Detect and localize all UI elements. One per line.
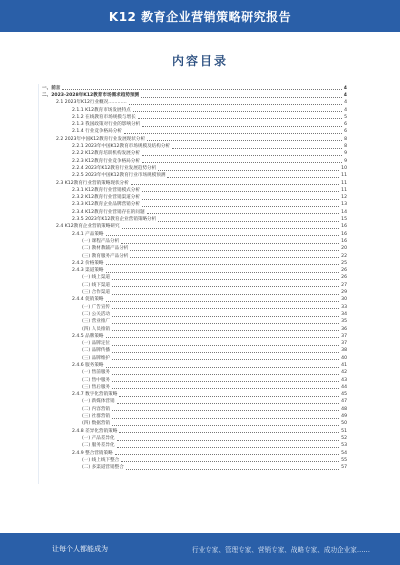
toc-entry[interactable] [42, 259, 347, 266]
toc-entry-page: 35 [341, 319, 347, 325]
toc-entry[interactable] [42, 412, 347, 419]
toc-entry-page: 27 [341, 282, 347, 288]
toc-leader-dots [106, 234, 340, 236]
toc-leader-dots [112, 293, 339, 295]
toc-entry-page: 43 [341, 377, 347, 383]
toc-edge-line [38, 84, 39, 484]
toc-entry[interactable] [42, 201, 347, 208]
toc-entry[interactable] [42, 274, 347, 281]
toc-leader-dots [158, 169, 339, 171]
toc-entry-page: 16 [341, 238, 347, 244]
toc-entry-label: (四) 人员推销 [82, 326, 111, 332]
toc-entry[interactable] [42, 442, 347, 449]
toc-entry-page: 55 [341, 457, 347, 463]
toc-entry-label: (三) 品牌维护 [82, 355, 111, 361]
toc-entry-label: (一) 产品差异化 [82, 435, 115, 441]
toc-leader-dots [142, 205, 339, 207]
toc-entry-label: 2.4.2 价格策略 [72, 260, 104, 266]
toc-entry-page: 50 [341, 421, 347, 427]
toc-leader-dots [112, 387, 339, 389]
toc-entry-label: (二) 内容营销 [82, 406, 111, 412]
toc-entry[interactable] [42, 113, 347, 120]
toc-entry-page: 13 [341, 202, 347, 208]
toc-leader-dots [121, 242, 339, 244]
toc-leader-dots [147, 139, 342, 141]
toc-entry-page: 4 [344, 100, 347, 106]
toc-entry[interactable] [42, 463, 347, 470]
toc-entry[interactable] [42, 135, 347, 142]
toc-entry-label: (三) 售后服务 [82, 384, 111, 390]
toc-entry-label: 2.3.3 K12教育企业品牌营销分析 [72, 202, 140, 208]
toc-entry-page: 52 [341, 435, 347, 441]
toc-entry-page: 41 [341, 362, 347, 368]
footer-slogan: 让每个人都能成为 [52, 545, 108, 553]
toc-entry-label: (三) 社群营销 [82, 414, 111, 420]
toc-entry-label: (一) 课程产品分析 [82, 238, 120, 244]
toc-entry[interactable] [42, 383, 347, 390]
toc-entry-page: 29 [341, 290, 347, 296]
toc-leader-dots [106, 366, 340, 368]
toc-leader-dots [112, 315, 339, 317]
toc-leader-dots [119, 395, 339, 397]
toc-entry-label: 2.3.5 2023年K12教育企业营销策略分析 [72, 217, 157, 223]
toc-entry-page: 9 [344, 151, 347, 157]
toc-leader-dots [142, 161, 342, 163]
toc-entry-label: 2.3.4 K12教育行业营销存在的问题 [72, 209, 145, 215]
toc-entry-page: 45 [341, 392, 347, 398]
toc-entry-label: 2.2.3 K12教育行业竞争格局分析 [72, 158, 140, 164]
toc-leader-dots [112, 278, 339, 280]
toc-entry-label: (二) 线下渠道 [82, 282, 111, 288]
toc-entry[interactable] [42, 296, 347, 303]
toc-entry-page: 11 [341, 173, 347, 179]
toc-entry-page: 57 [341, 465, 347, 471]
toc-entry-page: 8 [344, 136, 347, 142]
toc-leader-dots [119, 431, 339, 433]
toc-entry-page: 15 [341, 217, 347, 223]
toc-leader-dots [112, 417, 339, 419]
toc-entry[interactable] [42, 390, 347, 397]
toc-entry-label: (三) 教育服务产品分析 [82, 253, 129, 259]
toc-heading: 内容目录 [171, 54, 228, 68]
toc-entry[interactable] [42, 106, 347, 113]
toc-leader-dots [133, 110, 342, 112]
toc-entry-label: (二) 品牌传播 [82, 348, 111, 354]
toc-entry-page: 34 [341, 311, 347, 317]
toc-entry-page: 11 [341, 180, 347, 186]
toc-leader-dots [117, 402, 340, 404]
toc-entry-label: 2.4.8 差异化营销策略 [72, 428, 118, 434]
toc-entry[interactable] [42, 208, 347, 215]
toc-entry[interactable] [42, 354, 347, 361]
toc-entry-page: 11 [341, 187, 347, 193]
toc-entry[interactable] [42, 405, 347, 412]
toc-entry-page: 30 [341, 297, 347, 303]
toc-entry-label: (一) 新媒体营销 [82, 399, 115, 405]
toc-entry-page: 51 [341, 428, 347, 434]
toc-entry-page: 16 [341, 231, 347, 237]
toc-entry[interactable] [42, 223, 347, 230]
toc-leader-dots [117, 446, 340, 448]
toc-entry[interactable] [42, 245, 347, 252]
toc-leader-dots [62, 88, 341, 90]
toc-entry-label: 2.2.1 2023年中国K12教育市场规模及结构分析 [72, 144, 171, 150]
toc-leader-dots [130, 249, 339, 251]
toc-leader-dots [126, 468, 339, 470]
toc-leader-dots [122, 227, 340, 229]
toc-entry-page: 6 [344, 122, 347, 128]
toc-entry-page: 10 [341, 165, 347, 171]
toc-entry[interactable] [42, 99, 347, 106]
toc-leader-dots [121, 460, 339, 462]
toc-entry-page: 53 [341, 443, 347, 449]
toc-entry-label: 2.4 K12教育企业营销策略研究 [56, 224, 120, 230]
toc-entry-page: 12 [341, 195, 347, 201]
toc-entry[interactable] [42, 376, 347, 383]
toc-entry-page: 33 [341, 304, 347, 310]
toc-leader-dots [158, 220, 339, 222]
toc-leader-dots [167, 176, 339, 178]
toc-entry[interactable] [42, 120, 347, 127]
toc-entry-label: 2.4.5 品牌策略 [72, 333, 104, 339]
toc-entry-label: 二、2023-2028年K12教育市场需求趋势预测 [42, 93, 140, 98]
toc-entry[interactable] [42, 237, 347, 244]
toc-entry-label: 2.1.4 行业竞争格局分析 [72, 129, 122, 135]
toc-entry-page: 36 [341, 326, 347, 332]
toc-entry[interactable] [42, 361, 347, 368]
toc-leader-dots [115, 453, 339, 455]
toc-entry[interactable] [42, 427, 347, 434]
toc-leader-dots [138, 117, 342, 119]
toc-leader-dots [142, 125, 342, 127]
toc-entry-label: 2.1.2 在线教育市场规模与增长 [72, 114, 136, 120]
toc-leader-dots [112, 424, 339, 426]
toc-entry[interactable] [42, 281, 347, 288]
toc-entry[interactable] [42, 456, 347, 463]
toc-leader-dots [112, 409, 339, 411]
toc-entry[interactable] [42, 398, 347, 405]
toc-leader-dots [112, 322, 339, 324]
toc-leader-dots [142, 190, 339, 192]
footer-tagline: 行业专家、管理专家、营销专家、战略专家、成功企业家…… [192, 546, 371, 554]
toc-entry-page: 49 [341, 414, 347, 420]
toc-entry-label: (四) 数据营销 [82, 421, 111, 427]
toc-entry-label: 2.4.9 整合营销策略 [72, 450, 113, 456]
toc-entry-label: (二) 教材教辅产品分析 [82, 246, 129, 252]
toc-leader-dots [141, 96, 342, 98]
toc-entry-page: 26 [341, 268, 347, 274]
toc-leader-dots [112, 373, 339, 375]
toc-leader-dots [131, 183, 339, 185]
toc-entry[interactable] [42, 172, 347, 179]
toc-entry-label: (二) 服务差异化 [82, 443, 115, 449]
toc-entry-label: (二) 售中服务 [82, 377, 111, 383]
toc-entry-page: 4 [344, 107, 347, 113]
toc-entry[interactable] [42, 252, 347, 259]
toc-entry-label: 2.1.3 我国政策对行业的影响分析 [72, 122, 141, 128]
toc-leader-dots [172, 147, 342, 149]
toc-entry-label: 2.1 2023年K12行业概况………… [56, 100, 127, 106]
toc-leader-dots [112, 344, 339, 346]
toc-entry-page: 44 [341, 384, 347, 390]
toc-entry-page: 5 [344, 114, 347, 120]
toc-entry-page: 20 [341, 246, 347, 252]
toc-entry[interactable] [42, 347, 347, 354]
toc-entry[interactable] [42, 128, 347, 135]
toc-entry[interactable] [42, 420, 347, 427]
toc-leader-dots [112, 285, 339, 287]
toc-entry-label: 2.4.4 促销策略 [72, 297, 104, 303]
toc-entry-label: 一、前言 [42, 85, 61, 91]
toc-leader-dots [106, 336, 340, 338]
toc-entry-label: (一) 线上渠道 [82, 275, 111, 281]
toc-entry[interactable] [42, 325, 347, 332]
toc-entry-label: (一) 售前服务 [82, 370, 111, 376]
toc-entry-label: (一) 广告宣传 [82, 304, 111, 310]
toc-entry-label: 2.3 K12教育行业营销策略现状分析 [56, 180, 129, 186]
toc-leader-dots [129, 103, 342, 105]
toc-entry-label: (三) 营业推广 [82, 319, 111, 325]
toc-entry-page: 14 [341, 209, 347, 215]
toc-entry[interactable] [42, 332, 347, 339]
toc-entry[interactable] [42, 91, 347, 98]
header-banner [0, 0, 400, 32]
toc-leader-dots [112, 351, 339, 353]
toc-leader-dots [112, 329, 339, 331]
toc-entry-label: (二) 公关活动 [82, 311, 111, 317]
toc-entry[interactable] [42, 288, 347, 295]
toc-entry[interactable] [42, 142, 347, 149]
toc-leader-dots [106, 271, 340, 273]
toc-entry-page: 40 [341, 355, 347, 361]
toc-entry-page: 4 [343, 85, 347, 91]
toc-leader-dots [147, 212, 340, 214]
toc-entry[interactable] [42, 84, 347, 91]
toc-entry[interactable] [42, 310, 347, 317]
toc-leader-dots [112, 307, 339, 309]
toc-entry-page: 42 [341, 370, 347, 376]
toc-entry[interactable] [42, 434, 347, 441]
toc-entry[interactable] [42, 164, 347, 171]
toc-entry-page: 22 [341, 253, 347, 259]
toc-entry[interactable] [42, 449, 347, 456]
toc-entry-page: 6 [344, 129, 347, 135]
toc-entry-label: 2.4.1 产品策略 [72, 231, 104, 237]
toc-entry-page: 8 [344, 144, 347, 150]
toc-entry[interactable] [42, 186, 347, 193]
toc-entry-page: 54 [341, 450, 347, 456]
toc-entry-label: 2.3.2 K12教育行业营销渠道分析 [72, 195, 140, 201]
toc-leader-dots [124, 132, 342, 134]
toc-entry-page: 4 [343, 93, 347, 98]
toc-leader-dots [106, 263, 340, 265]
toc-entry-label: 2.4.7 数字化营销策略 [72, 392, 118, 398]
toc-entry-label: 2.1.1 K12教育市场发展特点 [72, 107, 131, 113]
toc-entry-label: 2.3.1 K12教育行业营销模式分析 [72, 187, 140, 193]
toc-entry-page: 37 [341, 333, 347, 339]
toc-entry[interactable] [42, 303, 347, 310]
toc-entry-label: 2.4.6 服务策略 [72, 362, 104, 368]
toc-entry-page: 37 [341, 341, 347, 347]
toc-entry-page: 9 [344, 158, 347, 164]
table-of-contents [42, 84, 347, 471]
toc-leader-dots [112, 358, 339, 360]
toc-entry-page: 16 [341, 224, 347, 230]
toc-leader-dots [142, 198, 339, 200]
toc-entry-page: 48 [341, 406, 347, 412]
toc-leader-dots [117, 439, 340, 441]
toc-entry-label: 2.2 2023年中国K12教育行业发展现状分析 [56, 136, 146, 142]
toc-entry[interactable] [42, 339, 347, 346]
toc-entry[interactable] [42, 318, 347, 325]
footer-banner [0, 533, 400, 565]
toc-entry-label: (一) 线上线下整合 [82, 457, 120, 463]
toc-entry-label: (一) 品牌定位 [82, 341, 111, 347]
toc-entry[interactable] [42, 179, 347, 186]
report-title: K12 教育企业营销策略研究报告 [108, 9, 292, 24]
toc-entry-page: 25 [341, 260, 347, 266]
toc-entry[interactable] [42, 157, 347, 164]
toc-entry-label: (二) 多渠道营销整合 [82, 465, 124, 471]
toc-entry-label: 2.2.4 2023年K12教育行业发展趋势分析 [72, 165, 157, 171]
toc-entry-label: 2.4.3 渠道策略 [72, 268, 104, 274]
toc-entry[interactable] [42, 266, 347, 273]
toc-entry[interactable] [42, 150, 347, 157]
toc-entry[interactable] [42, 230, 347, 237]
toc-entry-label: 2.2.2 K12教育培训机构发展分析 [72, 151, 140, 157]
toc-leader-dots [106, 300, 340, 302]
toc-entry[interactable] [42, 215, 347, 222]
toc-entry-label: 2.2.5 2023年中国K12教育行业市场规模预测 [72, 173, 166, 179]
toc-leader-dots [142, 154, 342, 156]
toc-entry[interactable] [42, 193, 347, 200]
toc-entry-label: (三) 合作渠道 [82, 290, 111, 296]
toc-entry[interactable] [42, 369, 347, 376]
toc-entry-page: 38 [341, 348, 347, 354]
toc-leader-dots [130, 256, 339, 258]
toc-entry-page: 47 [341, 399, 347, 405]
toc-entry-page: 26 [341, 275, 347, 281]
toc-leader-dots [112, 380, 339, 382]
